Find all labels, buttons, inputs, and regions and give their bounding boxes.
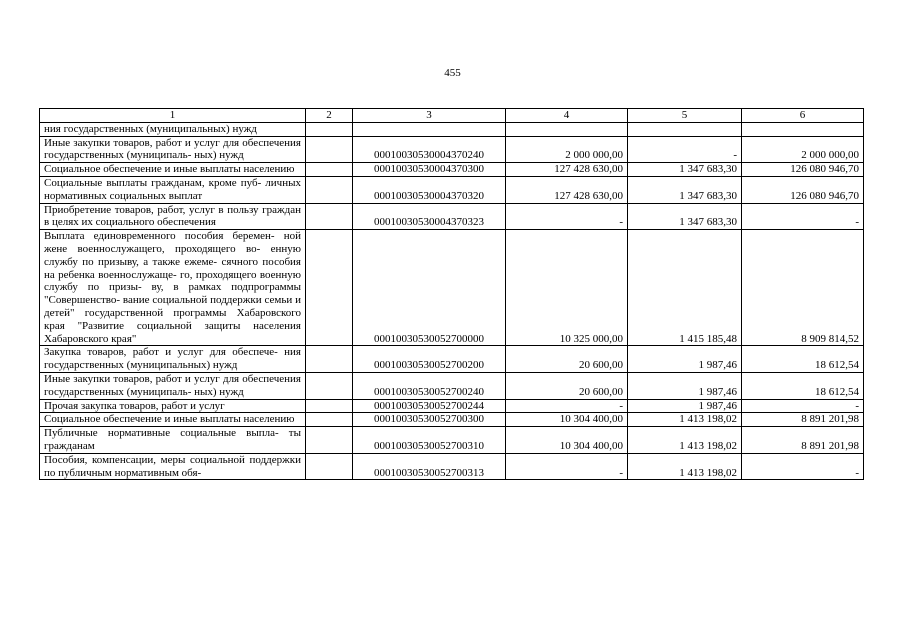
column-header-4: 4 [506,109,628,123]
row-col2 [306,413,353,427]
row-description: Социальные выплаты гражданам, кроме пуб- личных нормативных социальных выплат [40,176,306,203]
row-executed: 1 987,46 [628,399,742,413]
row-description: Социальное обеспечение и иные выплаты населению [40,163,306,177]
row-col2 [306,122,353,136]
row-budget-code: 00010030530052700300 [353,413,506,427]
row-description: Публичные нормативные социальные выпла- ты гражданам [40,427,306,454]
row-budget-code: 00010030530004370320 [353,176,506,203]
row-col2 [306,163,353,177]
row-approved: - [506,453,628,480]
column-header-5: 5 [628,109,742,123]
row-description: Прочая закупка товаров, работ и услуг [40,399,306,413]
row-description: Иные закупки товаров, работ и услуг для обеспечения государственных (муниципаль- ных) нужд [40,136,306,163]
row-budget-code: 00010030530052700240 [353,372,506,399]
row-description: Социальное обеспечение и иные выплаты населению [40,413,306,427]
row-executed: 1 415 185,48 [628,230,742,346]
column-header-3: 3 [353,109,506,123]
row-remaining: - [742,453,864,480]
row-description: Приобретение товаров, работ, услуг в пользу граждан в целях их социального обеспечения [40,203,306,230]
table-row [40,346,864,373]
table-header-row [40,109,864,123]
budget-table [39,108,864,480]
row-col2 [306,453,353,480]
row-col2 [306,176,353,203]
table-row [40,230,864,346]
row-executed: 1 347 683,30 [628,163,742,177]
row-executed: 1 413 198,02 [628,453,742,480]
table-row [40,399,864,413]
row-approved: - [506,399,628,413]
row-executed: 1 413 198,02 [628,427,742,454]
row-budget-code [353,122,506,136]
table-row [40,413,864,427]
row-description: Пособия, компенсации, меры социальной поддержки по публичным нормативным обя- [40,453,306,480]
row-budget-code: 00010030530004370323 [353,203,506,230]
row-remaining: 18 612,54 [742,346,864,373]
row-approved: 2 000 000,00 [506,136,628,163]
table-row [40,453,864,480]
row-executed [628,122,742,136]
table-row [40,203,864,230]
row-approved [506,122,628,136]
row-col2 [306,203,353,230]
table-row [40,372,864,399]
row-col2 [306,399,353,413]
table-row [40,163,864,177]
row-remaining: - [742,399,864,413]
row-remaining: 8 891 201,98 [742,427,864,454]
row-budget-code: 00010030530004370240 [353,136,506,163]
row-remaining: 2 000 000,00 [742,136,864,163]
column-header-1: 1 [40,109,306,123]
row-remaining: 126 080 946,70 [742,176,864,203]
row-remaining: - [742,203,864,230]
row-executed: 1 413 198,02 [628,413,742,427]
row-executed: 1 987,46 [628,346,742,373]
row-remaining: 8 891 201,98 [742,413,864,427]
row-approved: 127 428 630,00 [506,163,628,177]
table-row [40,136,864,163]
row-executed: 1 347 683,30 [628,203,742,230]
row-description: Закупка товаров, работ и услуг для обеспече- ния государственных (муниципальных) нужд [40,346,306,373]
row-description: Выплата единовременного пособия беремен- ной жене военнослужащего, проходящего во- енную службу по призыву, а также ежеме- сячного пособия на ребенка военнослужаще- го, проходящего военную службу по призы- ву, в рамках подпрограммы "Совершенство- вание социальной поддержки семьи и детей" государственной программы Хабаровского края "Развитие социальной защиты населения Хабаровского края" [40,230,306,346]
page-number: 455 [444,67,461,79]
row-remaining [742,122,864,136]
row-approved: - [506,203,628,230]
table-row [40,427,864,454]
column-header-2: 2 [306,109,353,123]
row-col2 [306,346,353,373]
row-col2 [306,372,353,399]
row-budget-code: 00010030530052700200 [353,346,506,373]
row-description: ния государственных (муниципальных) нужд [40,122,306,136]
row-budget-code: 00010030530052700000 [353,230,506,346]
row-budget-code: 00010030530052700310 [353,427,506,454]
column-header-6: 6 [742,109,864,123]
row-approved: 10 325 000,00 [506,230,628,346]
row-approved: 127 428 630,00 [506,176,628,203]
table-row [40,122,864,136]
row-remaining: 18 612,54 [742,372,864,399]
row-executed: 1 987,46 [628,372,742,399]
row-approved: 10 304 400,00 [506,413,628,427]
row-col2 [306,230,353,346]
row-executed: - [628,136,742,163]
row-budget-code: 00010030530004370300 [353,163,506,177]
row-remaining: 126 080 946,70 [742,163,864,177]
row-col2 [306,136,353,163]
row-approved: 20 600,00 [506,346,628,373]
row-approved: 20 600,00 [506,372,628,399]
row-budget-code: 00010030530052700244 [353,399,506,413]
table-row [40,176,864,203]
row-col2 [306,427,353,454]
row-budget-code: 00010030530052700313 [353,453,506,480]
row-remaining: 8 909 814,52 [742,230,864,346]
row-description: Иные закупки товаров, работ и услуг для обеспечения государственных (муниципаль- ных) нужд [40,372,306,399]
row-approved: 10 304 400,00 [506,427,628,454]
row-executed: 1 347 683,30 [628,176,742,203]
